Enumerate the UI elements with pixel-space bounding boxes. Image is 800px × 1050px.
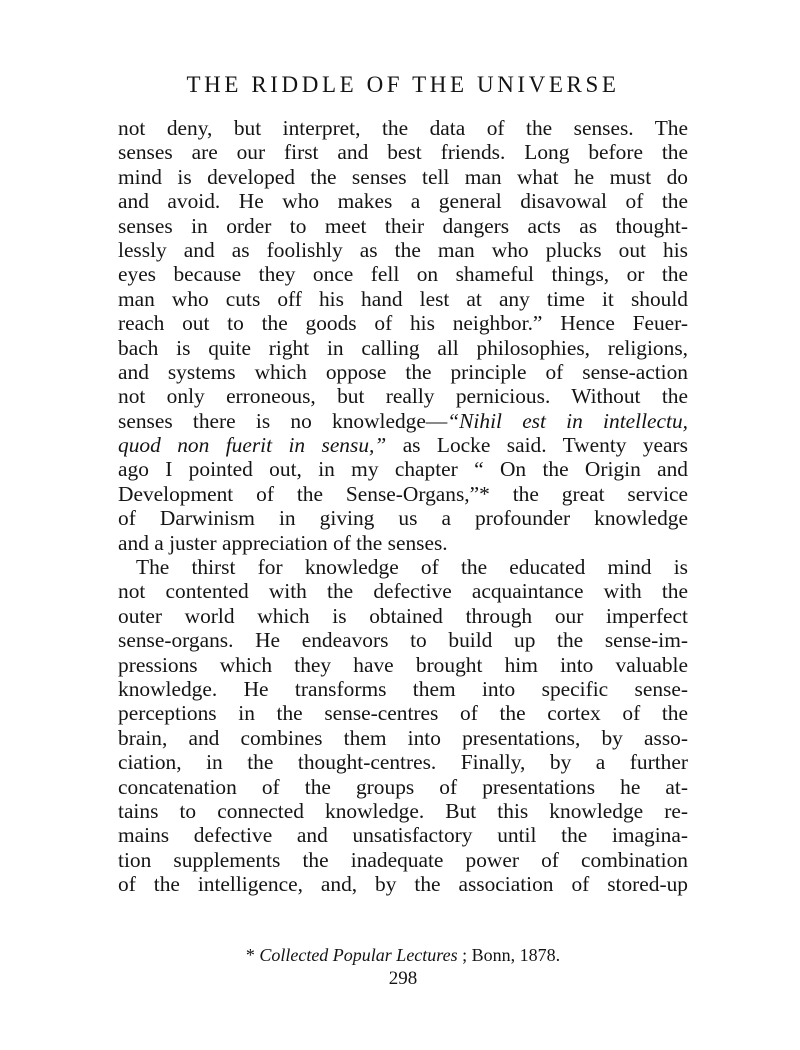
text-line: sense-organs. He endeavors to build up the sense-im- bbox=[118, 628, 688, 653]
latin-quote: “Nihil est in intellectu, bbox=[447, 408, 688, 433]
text-line: tains to connected knowledge. But this knowledge re- bbox=[118, 798, 688, 823]
text-line: knowledge. He transforms them into specific sense- bbox=[118, 676, 688, 701]
text-line: eyes because they once fell on shameful things, or the bbox=[118, 262, 688, 287]
footnote bbox=[118, 945, 688, 966]
text-line: tion supplements the inadequate power of combination bbox=[118, 847, 688, 872]
text-line: senses there is no knowledge—“Nihil est in intellectu, bbox=[118, 408, 688, 433]
page-number: 298 bbox=[388, 968, 418, 989]
text-line: senses are our first and best friends. Long before the bbox=[118, 140, 688, 165]
latin-quote: quod non fuerit in sensu,” bbox=[118, 433, 387, 458]
text-line: mains defective and unsatisfactory until the imagina- bbox=[118, 823, 688, 848]
text-line: of the intelligence, and, by the association of stored-up bbox=[118, 872, 688, 897]
text-line: not deny, but interpret, the data of the senses. The bbox=[118, 116, 688, 140]
text-line: outer world which is obtained through our imperfect bbox=[118, 603, 688, 628]
text-line: mind is developed the senses tell man what he must do bbox=[118, 164, 688, 189]
text-line: Development of the Sense-Organs,”* the great service bbox=[118, 481, 688, 506]
text-line: and a juster appreciation of the senses. bbox=[118, 530, 448, 555]
text-line: man who cuts off his hand lest at any time it should bbox=[118, 286, 688, 311]
text-line: brain, and combines them into presentations, by asso- bbox=[118, 725, 688, 750]
footnote-citation: ; Bonn, 1878. bbox=[457, 945, 561, 965]
text-line: of Darwinism in giving us a profounder knowledge bbox=[118, 506, 688, 531]
text-line: not contented with the defective acquaintance with the bbox=[118, 579, 688, 604]
text-line: not only erroneous, but really pernicious. Without the bbox=[118, 384, 688, 409]
text-line: pressions which they have brought him into valuable bbox=[118, 652, 688, 677]
text-line: reach out to the goods of his neighbor.” Hence Feuer- bbox=[118, 311, 688, 336]
body-text bbox=[118, 116, 688, 897]
text-line: ciation, in the thought-centres. Finally, by a further bbox=[118, 750, 688, 775]
text-line: perceptions in the sense-centres of the cortex of the bbox=[118, 701, 688, 726]
text-line: ago I pointed out, in my chapter “ On the Origin and bbox=[118, 457, 688, 482]
text-line: The thirst for knowledge of the educated mind is bbox=[136, 555, 688, 580]
running-head: THE RIDDLE OF THE UNIVERSE bbox=[186, 72, 620, 97]
text-line: quod non fuerit in sensu,” as Locke said. Twenty years bbox=[118, 433, 688, 458]
footnote-title: Collected Popular Lectures bbox=[259, 945, 458, 965]
text-line: and avoid. He who makes a general disavowal of the bbox=[118, 189, 688, 214]
text-line: bach is quite right in calling all philosophies, religions, bbox=[118, 335, 688, 360]
text-line: concatenation of the groups of presentations he at- bbox=[118, 774, 688, 799]
text-line: senses in order to meet their dangers acts as thought- bbox=[118, 213, 688, 238]
text-line: lessly and as foolishly as the man who plucks out his bbox=[118, 237, 688, 262]
text-line: and systems which oppose the principle of sense-action bbox=[118, 359, 688, 384]
footnote-marker: * bbox=[245, 945, 260, 965]
